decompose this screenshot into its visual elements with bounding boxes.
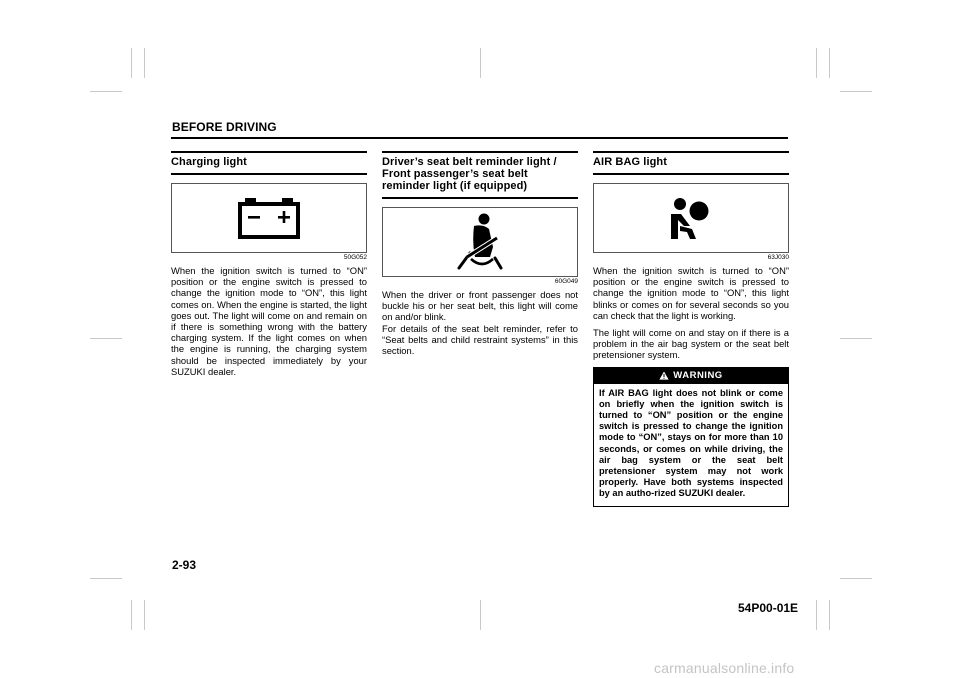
crop-mark — [480, 600, 481, 630]
battery-icon — [237, 197, 301, 239]
section-airbag-light — [593, 151, 789, 507]
crop-mark — [829, 48, 830, 78]
document-code: 54P00-01E — [738, 601, 799, 615]
crop-mark — [144, 600, 145, 630]
crop-mark — [131, 600, 132, 630]
crop-mark — [840, 578, 872, 579]
warning-triangle-icon — [659, 371, 669, 380]
paragraph: When the driver or front passenger does not buckle his or her seat belt, this light will come on and/or blink. — [382, 289, 578, 323]
paragraph: When the ignition switch is turned to “ON” position or the engine switch is pressed to change the ignition mode to “ON”, this light blinks or comes on for several seconds so you can check that the light is working. — [593, 265, 789, 321]
warning-header — [594, 368, 788, 384]
figure-frame — [593, 183, 789, 253]
crop-mark — [840, 91, 872, 92]
crop-mark — [480, 48, 481, 78]
section-rule-top — [382, 151, 578, 153]
warning-box — [593, 367, 789, 507]
crop-mark — [131, 48, 132, 78]
seat-belt-icon — [455, 213, 505, 271]
crop-mark — [816, 48, 817, 78]
warning-text: If AIR BAG light does not blink or come on briefly when the ignition switch is turned to “ON” position or the engine switch is pressed to change the ignition mode to “ON”, stays on for more than 10 seconds, or comes on while driving, the air bag system or the seat belt pretensioner system may not work properly. Have both systems inspected by an autho-rized SUZUKI dealer. — [599, 387, 783, 499]
crop-mark — [90, 91, 122, 92]
section-seat-belt-reminder — [382, 151, 578, 362]
section-title: AIR BAG light — [593, 156, 668, 168]
section-title: Driver’s seat belt reminder light / Front passenger’s seat belt reminder light (if equipped) — [382, 156, 557, 192]
warning-label: WARNING — [673, 370, 723, 382]
figure-code: 60G049 — [554, 278, 578, 285]
figure-frame — [171, 183, 367, 253]
paragraph: For details of the seat belt reminder, refer to “Seat belts and child restraint systems” in this section. — [382, 322, 578, 357]
section-charging-light — [171, 151, 367, 383]
section-rule-bottom — [382, 197, 578, 199]
watermark: carmanualsonline.info — [654, 660, 795, 676]
crop-mark — [144, 48, 145, 78]
section-body — [382, 289, 578, 356]
airbag-icon — [666, 196, 716, 240]
header-title: BEFORE DRIVING — [172, 120, 277, 134]
section-rule-bottom — [171, 173, 367, 175]
paragraph: The light will come on and stay on if there is a problem in the air bag system or the seat belt pretensioner system. — [593, 327, 789, 361]
section-body — [171, 265, 367, 377]
paragraph: When the ignition switch is turned to “ON” position or the engine switch is pressed to change the ignition mode to “ON”, this light comes on. When the engine is started, the light goes out. The light will come on and remain on if there is something wrong with the battery charging system. If the light comes on when the engine is running, the charging system should be inspected immediately by your SUZUKI dealer. — [171, 265, 367, 377]
crop-mark — [90, 578, 122, 579]
figure-code: 50G052 — [343, 254, 367, 261]
section-rule-top — [593, 151, 789, 153]
crop-mark — [840, 338, 872, 339]
section-body — [593, 265, 789, 361]
crop-mark — [829, 600, 830, 630]
section-rule-top — [171, 151, 367, 153]
crop-mark — [90, 338, 122, 339]
section-rule-bottom — [593, 173, 789, 175]
section-title: Charging light — [171, 156, 247, 168]
crop-mark — [816, 600, 817, 630]
figure-code: 63J030 — [767, 254, 789, 261]
page-number: 2-93 — [172, 558, 197, 572]
figure-frame — [382, 207, 578, 277]
header-rule — [171, 137, 788, 139]
